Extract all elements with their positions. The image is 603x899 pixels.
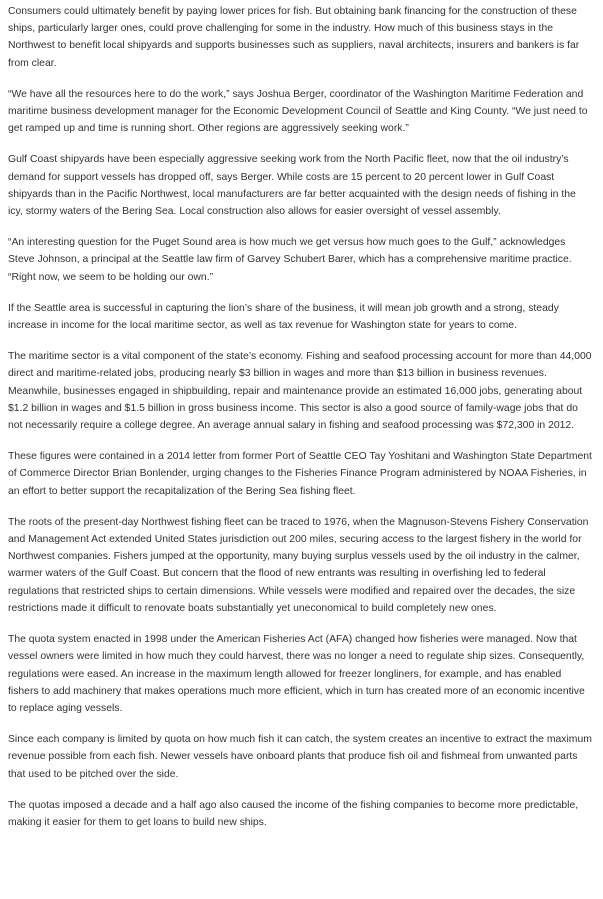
paragraph-11: The quotas imposed a decade and a half ago also caused the income of the fishing companies to become more predictable, making it easier for them to get loans to build new ships. (8, 799, 579, 828)
paragraph-1: Consumers could ultimately benefit by paying lower prices for fish. But obtaining bank financing for the construction of these ships, particularly larger ones, could prove challenging for some in the industry. How much of this business stays in the Northwest to benefit local shipyards and supports businesses such as suppliers, naval architects, insurers and bankers is far from clear. (8, 6, 580, 69)
paragraph-8: The roots of the present-day Northwest fishing fleet can be traced to 1976, when the Magnuson-Stevens Fishery Conservation and Management Act extended United States jurisdiction out 200 miles, securing access to the largest fishery in the world for Northwest companies. Fishers jumped at the opportunity, many buying surplus vessels used by the oil industry in the calmer, warmer waters of the Gulf Coast. But concern that the flood of new entrants was resulting in overfishing led to federal regulations that restricted ships to certain dimensions. While vessels were modified and repaired over the decades, the size restrictions made it difficult to renovate boats substantially yet uneconomical to build completely new ones. (8, 516, 589, 614)
paragraph-4: “An interesting question for the Puget Sound area is how much we get versus how much goes to the Gulf,” acknowledges Steve Johnson, a principal at the Seattle law firm of Garvey Schubert Barer, which has a comprehensive maritime practice. “Right now, we seem to be holding our own.” (8, 237, 572, 283)
paragraph-2: “We have all the resources here to do the work,” says Joshua Berger, coordinator of the Washington Maritime Federation and maritime business development manager for the Economic Development Council of Seattle and King County. “We just need to get ramped up and time is running short. Other regions are aggressively seeking work.” (8, 88, 588, 135)
paragraph-3: Gulf Coast shipyards have been especially aggressive seeking work from the North Pacific fleet, now that the oil industry’s demand for support vessels has dropped off, says Berger. While costs are 15 percent to 20 percent lower in Gulf Coast shipyards than in the Pacific Northwest, local manufacturers are far better acquainted with the design needs of fishing in the icy, stormy waters of the Bering Sea. Local construction also allows for easier oversight of vessel assembly. (8, 154, 576, 218)
paragraph-5: If the Seattle area is successful in capturing the lion’s share of the business, it will mean job growth and a strong, steady increase in income for the local maritime sector, as well as tax revenue for Washington state for years to come. (8, 302, 559, 332)
paragraph-10: Since each company is limited by quota on how much fish it can catch, the system creates an incentive to extract the maximum revenue possible from each fish. Newer vessels have onboard plants that produce fish oil and fishmeal from unwanted parts that used to be pitched over the side. (8, 734, 592, 780)
paragraph-7: These figures were contained in a 2014 letter from former Port of Seattle CEO Tay Yoshitani and Washington State Department of Commerce Director Brian Bonlender, urging changes to the Fisheries Finance Program administered by NOAA Fisheries, in an effort to better support the recapitalization of the Bering Sea fishing fleet. (8, 451, 592, 497)
paragraph-6: The maritime sector is a vital component of the state’s economy. Fishing and seafood processing account for more than 44,000 direct and maritime-related jobs, producing nearly $3 billion in wages and more than $13 billion in business revenues. Meanwhile, businesses engaged in shipbuilding, repair and maintenance provide an estimated 16,000 jobs, generating about $1.2 billion in wages and $1.5 billion in gross business income. This sector is also a good source of family-wage jobs that do not necessarily require a college degree. An average annual salary in fishing and seafood processing was $72,300 in 2012. (8, 351, 592, 432)
paragraph-9: The quota system enacted in 1998 under the American Fisheries Act (AFA) changed how fisheries were managed. Now that vessel owners were limited in how much they could harvest, there was no longer a need to regulate ship sizes. Consequently, regulations were eased. An increase in the maximum length allowed for freezer longliners, for example, and has enabled fishers to add machinery that makes operations much more efficient, which in turn has created more of an economic incentive to replace aging vessels. (8, 634, 585, 714)
